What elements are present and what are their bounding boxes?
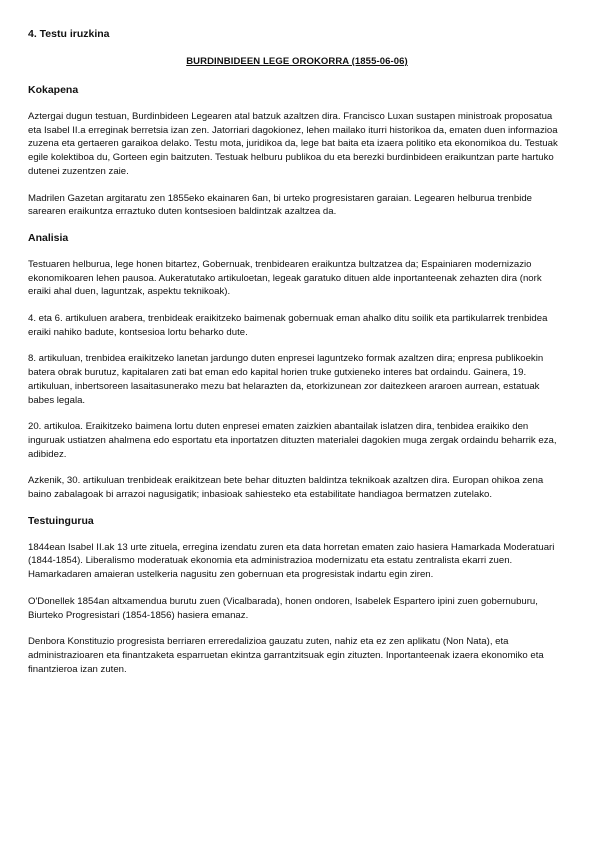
section-heading: Testuingurua (28, 514, 94, 527)
section-heading: Analisia (28, 231, 69, 244)
paragraph: 8. artikuluan, trenbidea eraikitzeko lanetan jardungo duten enpresei laguntzeko formak azaltzen dira; enpresa publikoekin batera obrak burutuz, kapitalaren zati bat eman edo kapital horien truke gutxieneko interes bat ordaindu. Gainera, 19. artikuluan, inbertsoreen lasaitasunerako mezu bat helarazten da, etorkizunean zor daitezkeen araroen aurrean, estatuak babes legala. (28, 353, 544, 406)
section-analisia (28, 232, 566, 502)
section-testuingurua (28, 515, 566, 677)
paragraph: 4. eta 6. artikuluen arabera, trenbideak eraikitzeko baimenak gobernuak eman ahalko ditu soilik eta partikularrek trenbidea eraiki nahiko badute, kontsesioa lortu beharko dute. (28, 313, 548, 338)
paragraph: Madrilen Gazetan argitaratu zen 1855eko ekainaren 6an, bi urteko progresistaren garaian. Legearen helburua trenbide sarearen eraikuntza erraztuko duten kontsesioen baldintzak azaltzea da. (28, 192, 533, 218)
paragraph: Denbora Konstituzio progresista berriaren erreredalizioa gauzatu zuten, nahiz eta ez zen aplikatu (Non Nata), eta administrazioaren eta finantzaketa esparruetan ekintza garrantzitsuak egin zituzten. Inportanteenak izaera ekonomiko eta finantzieroa izan zuten. (28, 636, 544, 675)
exercise-heading: 4. Testu iruzkina (28, 28, 110, 40)
document-page (28, 28, 566, 689)
document-title: BURDINBIDEEN LEGE OROKORRA (1855-06-06) (186, 56, 408, 67)
paragraph: Azkenik, 30. artikuluan trenbideak eraikitzean bete behar dituzten baldintza teknikoak azaltzen dira. Europan ohikoa zena baino zabalagoak bi arrazoi nagusigatik; inbasioak sahiesteko eta estabilitate handiagoa bermatzen zutelako. (28, 475, 544, 501)
section-kokapena (28, 84, 566, 219)
paragraph: O'Donellek 1854an altxamendua burutu zuen (Vicalbarada), honen ondoren, Isabelek Espartero ipini zuen gobernuburu, Biurteko Progresistari (1854-1856) hasiera emanaz. (28, 595, 538, 621)
paragraph: 20. artikuloa. Eraikitzeko baimena lortu duten enpresei ematen zaizkien abantailak islatzen dira, tenbidea eraikiko den inguruak ustiatzen ahalmena edo esportatu eta inportatzen dituzten materialei dagokien muga zergak ordaindu beharrik eza, adibidez. (28, 421, 557, 460)
paragraph: Testuaren helburua, lege honen bitartez, Gobernuak, trenbidearen eraikuntza bultzatzea da; Espainiaren modernizazio ekonomikoaren lehen pausoa. Aukeratutako artikuloetan, legeak garatuko dituen alde inportanteenak zehazten dira (nork eraiki ahal duen, laguntzak, aspektu teknikoak). (28, 258, 542, 298)
section-heading: Kokapena (28, 84, 79, 96)
paragraph: 1844ean Isabel II.ak 13 urte zituela, erregina izendatu zuren eta data horretan ematen zaio hasiera Hamarkada Moderatuari (1844-1854). Liberalismo moderatuak ekonomia eta administrazioa modernizatu eta estatu zentralista ekarri zuen. Hamarkadaren amaieran ustelkeria nagusitu zen gobernuan eta progresistak indartu egin ziren. (28, 541, 555, 581)
paragraph: Aztergai dugun testuan, Burdinbideen Legearen atal batzuk azaltzen dira. Francisco Luxan sustapen ministroak proposatua eta Isabel II.a erreginak berretsia izan zen. Jatorriari dagokionez, lehen mailako iturri historikoa da, ematen duen informazioa zuzena eta gertaeren garaikoa delako. Testu mota, juridikoa da, lege bat baita eta izaera politiko eta ekonomikoa du. Testuak egile kolektiboa du, Gorteen egin baitzuten. Testuak helburu publikoa du eta berezki burdinbideen eraikuntzan parte hartuko dutenei zuzentzen zaie. (28, 111, 558, 177)
